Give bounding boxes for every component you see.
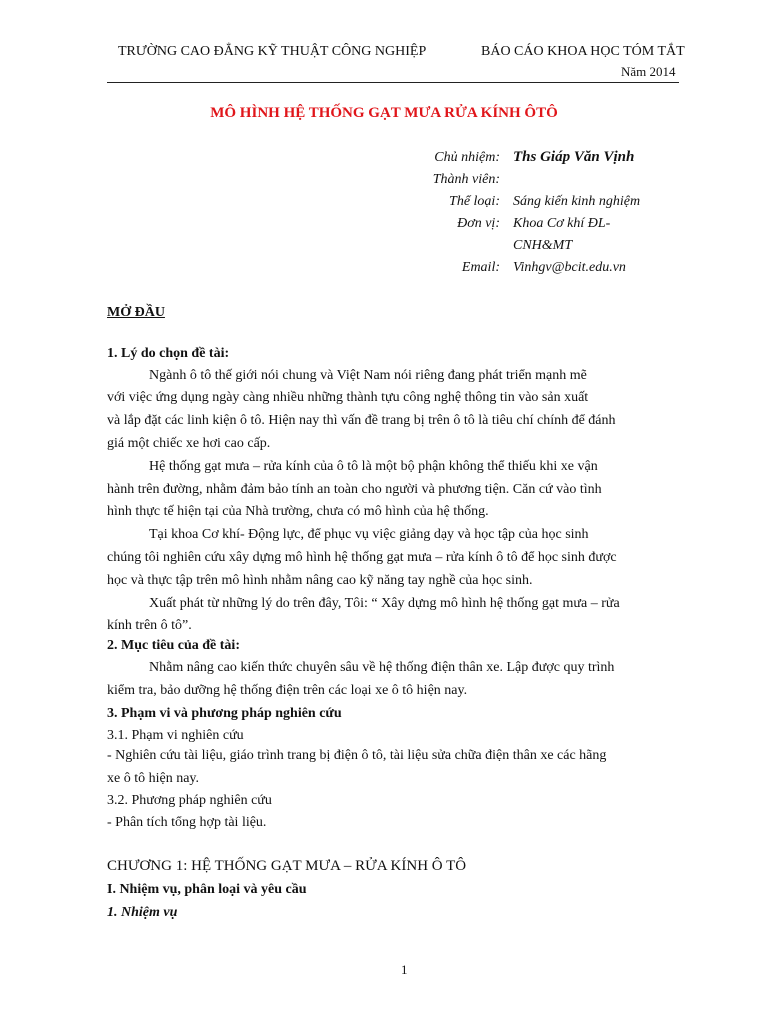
section-1-line: giá một chiếc xe hơi cao cấp. [107,436,271,451]
section-1-line: Hệ thống gạt mưa – rửa kính của ô tô là một bộ phận không thể thiếu khi xe vận [149,459,598,474]
section-2-line: Nhằm nâng cao kiến thức chuyên sâu về hệ thống điện thân xe. Lập được quy trình [149,660,615,675]
chair-value: Ths Giáp Văn Vịnh [513,149,635,165]
section-3-line: 3.2. Phương pháp nghiên cứu [107,793,272,808]
section-1-line: và lắp đặt các linh kiện ô tô. Hiện nay thì vấn đề trang bị trên ô tô là tiêu chí chính để đánh [107,413,616,428]
intro-heading: MỞ ĐẦU [107,305,165,320]
email-value: Vinhgv@bcit.edu.vn [513,260,626,275]
section-3-line: xe ô tô hiện nay. [107,771,200,786]
section-1-line: Ngành ô tô thế giới nói chung và Việt Nam nói riêng đang phát triển mạnh mẽ [149,368,587,383]
section-1-line: hành trên đường, nhằm đảm bảo tính an toàn cho người và phương tiện. Căn cứ vào tình [107,482,602,497]
section-3-line: - Nghiên cứu tài liệu, giáo trình trang bị điện ô tô, tài liệu sửa chữa điện thân xe các hãng [107,748,607,763]
type-label: Thể loại: [449,194,500,209]
section-2-line: kiểm tra, bảo dưỡng hệ thống điện trên các loại xe ô tô hiện nay. [107,683,468,698]
unit-value-line1: Khoa Cơ khí ĐL- [513,216,611,231]
unit-label: Đơn vị: [457,216,500,231]
chapter-subheading: I. Nhiệm vụ, phân loại và yêu cầu [107,882,307,897]
page-number: 1 [401,962,408,977]
report-label: BÁO CÁO KHOA HỌC TÓM TẮT [481,44,685,59]
section-1-line: hình thực tế hiện tại của Nhà trường, chưa có mô hình của hệ thống. [107,504,489,519]
section-1-line: với việc ứng dụng ngày càng nhiều những thành tựu công nghệ thông tin vào sản xuất [107,390,589,405]
header-rule [107,82,679,83]
section-1-line: kính trên ô tô”. [107,618,192,633]
document-title: MÔ HÌNH HỆ THỐNG GẠT MƯA RỬA KÍNH ÔTÔ [210,105,558,121]
report-year: Năm 2014 [621,64,676,79]
section-1-heading: 1. Lý do chọn đề tài: [107,346,230,361]
section-1-line: Tại khoa Cơ khí- Động lực, để phục vụ việc giảng dạy và học tập của học sinh [149,527,589,542]
section-1-line: học và thực tập trên mô hình nhằm nâng cao kỹ năng tay nghề của học sinh. [107,573,533,588]
section-3-line: 3.1. Phạm vi nghiên cứu [107,728,244,743]
section-3-line: - Phân tích tổng hợp tài liệu. [107,815,267,830]
chair-label: Chủ nhiệm: [434,150,500,165]
members-label: Thành viên: [432,172,500,187]
section-2-heading: 2. Mục tiêu của đề tài: [107,638,240,653]
type-value: Sáng kiến kinh nghiệm [513,194,641,209]
chapter-title: CHƯƠNG 1: HỆ THỐNG GẠT MƯA – RỬA KÍNH Ô TÔ [107,858,467,874]
chapter-subsubheading: 1. Nhiệm vụ [107,905,178,920]
section-1-line: chúng tôi nghiên cứu xây dựng mô hình hệ thống gạt mưa – rửa kính ô tô để học sinh được [107,550,617,565]
unit-value-line2: CNH&MT [513,238,573,253]
section-1-line: Xuất phát từ những lý do trên đây, Tôi: “ Xây dựng mô hình hệ thống gạt mưa – rửa [149,596,620,611]
school-name: TRƯỜNG CAO ĐẲNG KỸ THUẬT CÔNG NGHIỆP [118,44,427,59]
section-3-heading: 3. Phạm vi và phương pháp nghiên cứu [107,706,342,721]
email-label: Email: [461,260,500,275]
